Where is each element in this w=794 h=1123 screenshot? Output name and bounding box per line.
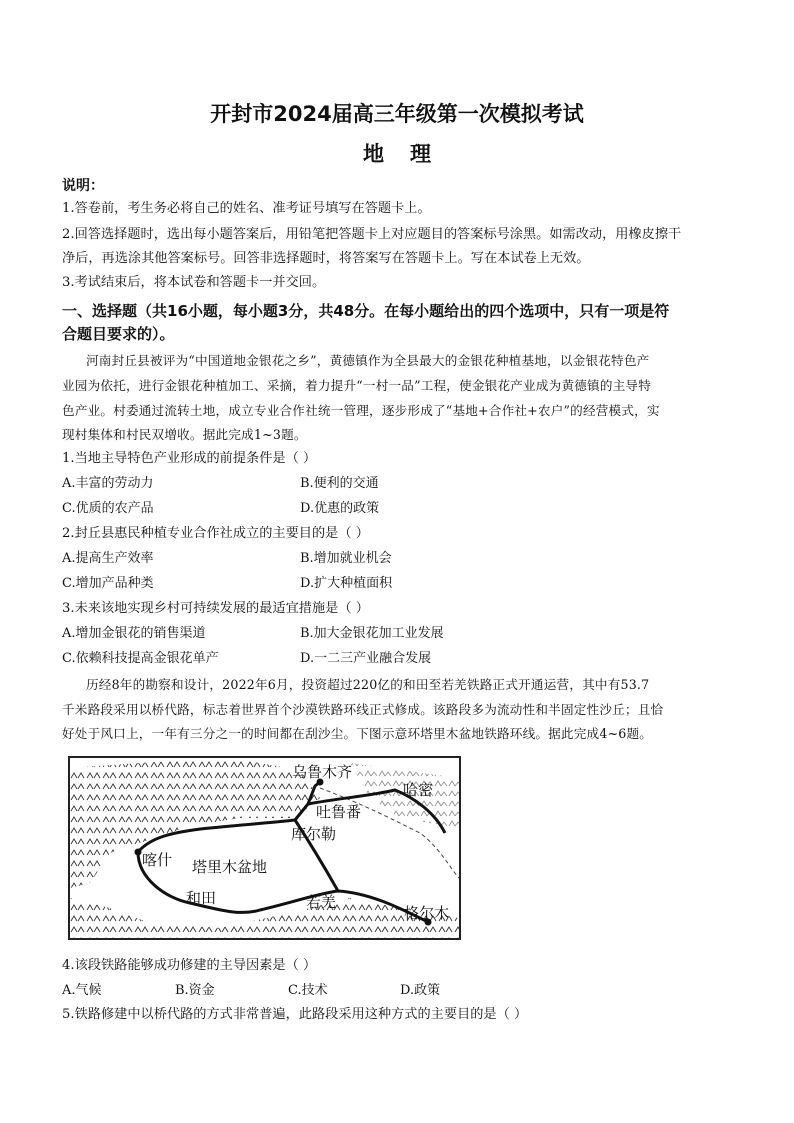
option-b: B.便利的交通 xyxy=(300,476,379,491)
option-c: C.依赖科技提高金银花单产 xyxy=(62,651,219,666)
question-stem: 2.封丘县惠民种植专业合作社成立的主要目的是（ ） xyxy=(62,526,369,541)
label-urumqi: 乌鲁木齐 xyxy=(292,763,353,781)
option-c: C.技术 xyxy=(288,983,328,998)
instruction-item: 2.回答选择题时，选出每小题答案后，用铅笔把答题卡上对应题目的答案标号涂黑。如需改动，用橡皮擦干 xyxy=(62,227,682,242)
label-hotan: 和田 xyxy=(186,889,217,907)
kashgar-point xyxy=(135,849,142,856)
label-ruoqiang: 若羌 xyxy=(306,893,337,911)
option-a: A.丰富的劳动力 xyxy=(62,476,154,491)
option-a: A.提高生产效率 xyxy=(62,551,154,566)
label-turpan: 吐鲁番 xyxy=(316,803,362,821)
option-a: A.增加金银花的销售渠道 xyxy=(62,626,206,641)
passage-line: 现村集体和村民双增收。据此完成1~3题。 xyxy=(62,427,307,442)
passage-line: 业园为依托，进行金银花种植加工、采摘，着力提升“一村一品”工程，使金银花产业成为黄德镇的主导特 xyxy=(62,378,651,393)
instruction-item: 净后，再选涂其他答案标号。回答非选择题时，将答案写在答题卡上。写在本试卷上无效。 xyxy=(62,251,590,266)
question-stem: 5.铁路修建中以桥代路的方式非常普遍，此路段采用这种方式的主要目的是（ ） xyxy=(62,1007,528,1022)
option-a: A.气候 xyxy=(62,983,102,998)
option-b: B.增加就业机会 xyxy=(300,551,392,566)
exam-title: 开封市2024届高三年级第一次模拟考试 xyxy=(210,102,584,126)
passage-line: 千米路段采用以桥代路，标志着世界首个沙漠铁路环线正式修成。该路段多为流动性和半固定性沙丘；且恰 xyxy=(62,702,664,717)
label-korla: 库尔勒 xyxy=(291,825,337,843)
section-heading: 一、选择题（共16小题，每小题3分，共48分。在每小题给出的四个选项中，只有一项是符 xyxy=(62,302,670,320)
option-d: D.政策 xyxy=(400,983,441,998)
label-basin: 塔里木盆地 xyxy=(192,858,268,876)
option-c: C.增加产品种类 xyxy=(62,576,154,591)
option-d: D.优惠的政策 xyxy=(300,501,380,516)
label-kashgar: 喀什 xyxy=(142,851,173,869)
option-d: D.一二三产业融合发展 xyxy=(300,651,432,666)
passage-line: 色产业。村委通过流转土地，成立专业合作社统一管理，逐步形成了“基地+合作社+农户”的经营模式，实 xyxy=(62,403,660,418)
passage-line: 河南封丘县被评为“中国道地金银花之乡”，黄德镇作为全县最大的金银花种植基地，以金银花特色产 xyxy=(86,353,650,368)
instruction-item: 1.答卷前，考生务必将自己的姓名、准考证号填写在答题卡上。 xyxy=(62,201,431,216)
question-stem: 1.当地主导特色产业形成的前提条件是（ ） xyxy=(62,451,317,466)
passage-line: 好处于风口上，一年有三分之一的时间都在刮沙尘。下图示意环塔里木盆地铁路环线。据此完成4~6题。 xyxy=(62,726,653,741)
option-c: C.优质的农产品 xyxy=(62,501,154,516)
question-stem: 3.未来该地实现乡村可持续发展的最适宜措施是（ ） xyxy=(62,601,369,616)
instructions-label: 说明： xyxy=(62,178,104,194)
passage-line: 历经8年的勘察和设计，2022年6月，投资超过220亿的和田至若羌铁路正式开通运营，其中有53.7 xyxy=(86,677,650,692)
subject-title: 地理 xyxy=(363,142,457,166)
map-drawing xyxy=(70,758,459,938)
option-b: B.加大金银花加工业发展 xyxy=(300,626,444,641)
option-b: B.资金 xyxy=(175,983,215,998)
railway-map xyxy=(68,756,461,940)
label-golmud: 格尔木 xyxy=(404,904,450,922)
option-d: D.扩大种植面积 xyxy=(300,576,393,591)
section-heading: 合题目要求的）。 xyxy=(62,325,175,343)
instruction-item: 3.考试结束后，将本试卷和答题卡一并交回。 xyxy=(62,275,326,290)
question-stem: 4.该段铁路能够成功修建的主导因素是（ ） xyxy=(62,958,317,973)
kunlun-mountains xyxy=(70,898,459,938)
label-hami: 哈密 xyxy=(403,781,434,799)
